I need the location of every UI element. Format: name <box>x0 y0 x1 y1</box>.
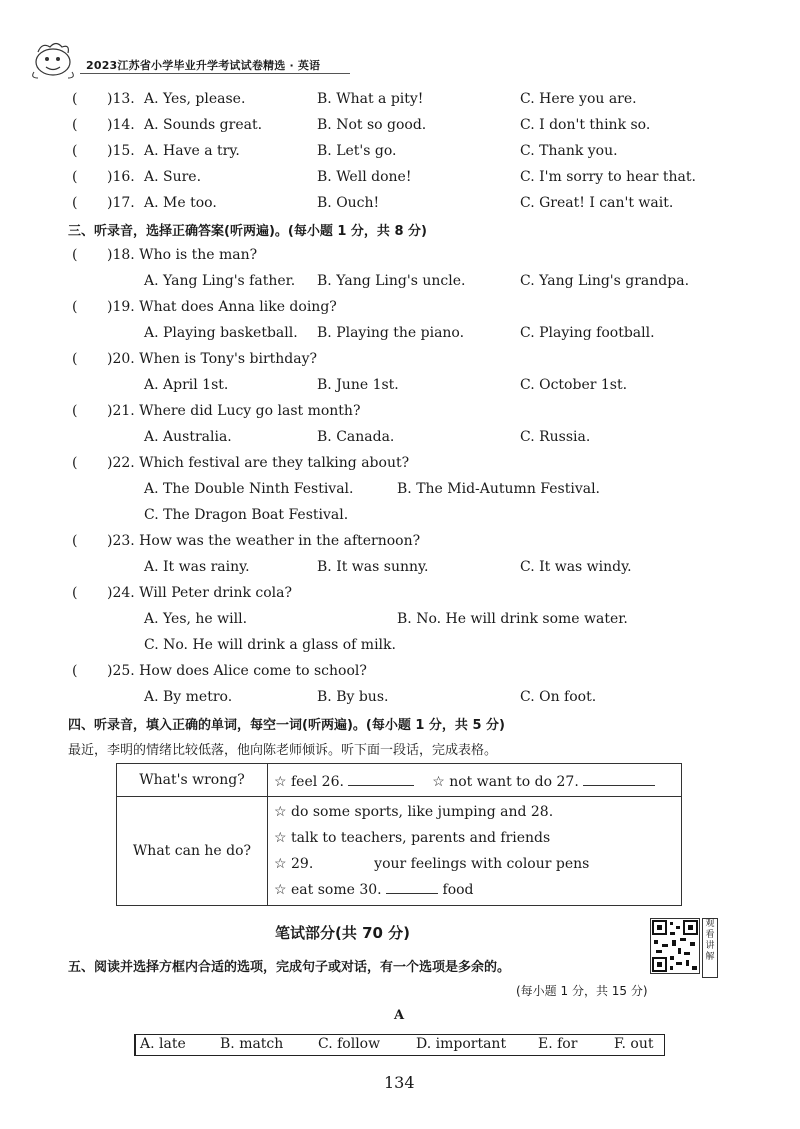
answer-paren[interactable]: ( <box>72 403 78 419</box>
option-a: A. Playing basketball. <box>144 325 298 341</box>
answer-paren[interactable]: ( <box>72 533 78 549</box>
option-a: A. Sounds great. <box>144 117 263 133</box>
do-label: What can he do? <box>132 843 252 859</box>
blank-27-label: ☆ not want to do 27. <box>432 773 579 790</box>
question-text: )23. How was the weather in the afternoon? <box>107 533 421 549</box>
option-b: B. Not so good. <box>317 117 427 133</box>
answer-paren[interactable]: ( <box>72 117 78 133</box>
section-3-title: 三、听录音，选择正确答案(听两遍)。(每小题 1 分，共 8 分) <box>68 224 427 239</box>
option-a: A. Yes, please. <box>144 91 246 107</box>
answer-paren[interactable]: ( <box>72 299 78 315</box>
header-underline <box>80 73 350 74</box>
option-a: A. By metro. <box>144 689 233 705</box>
blank-30[interactable] <box>386 879 438 894</box>
blank-26[interactable] <box>348 771 414 786</box>
option-a: A. Me too. <box>144 195 217 211</box>
answer-paren[interactable]: ( <box>72 143 78 159</box>
option-b: B. Ouch! <box>317 195 380 211</box>
section-5-title: 五、阅读并选择方框内合适的选项，完成句子或对话，有一个选项是多余的。 <box>68 960 511 975</box>
answer-paren[interactable]: ( <box>72 455 78 471</box>
answer-paren[interactable]: ( <box>72 663 78 679</box>
qr-code-icon[interactable] <box>650 918 700 974</box>
section-4-title: 四、听录音，填入正确的单词，每空一词(听两遍)。(每小题 1 分，共 5 分) <box>68 718 505 733</box>
answer-paren[interactable]: ( <box>72 247 78 263</box>
part-a-label: A <box>394 1008 405 1023</box>
option-b: B. Well done! <box>317 169 412 185</box>
option-box <box>134 1034 665 1056</box>
blank-26-label: ☆ feel 26. <box>274 773 344 790</box>
option-a: A. Australia. <box>144 429 232 445</box>
option-a: A. Sure. <box>144 169 202 185</box>
option-match: B. match <box>220 1036 284 1052</box>
do-content-cell <box>268 797 682 906</box>
option-c: C. I don't think so. <box>520 117 651 133</box>
section-5-score: (每小题 1 分，共 15 分) <box>516 984 648 998</box>
wrong-label: What's wrong? <box>139 772 245 788</box>
do-label-cell <box>117 797 268 906</box>
qr-side-char: 讲 <box>705 941 715 951</box>
option-b: B. By bus. <box>317 689 389 705</box>
blank-29-tail: your feelings with colour pens <box>374 856 590 872</box>
option-c: C. Great! I can't wait. <box>520 195 674 211</box>
cartoon-logo-icon <box>28 38 78 80</box>
qr-side-char: 观 <box>705 919 715 929</box>
qr-side-label <box>702 918 718 978</box>
option-late: A. late <box>140 1036 186 1052</box>
question-text: )24. Will Peter drink cola? <box>107 585 293 601</box>
question-number: )16. <box>107 169 135 185</box>
option-c: C. It was windy. <box>520 559 632 575</box>
answer-paren[interactable]: ( <box>72 351 78 367</box>
question-text: )25. How does Alice come to school? <box>107 663 367 679</box>
blank-27[interactable] <box>583 771 655 786</box>
option-c: C. October 1st. <box>520 377 628 393</box>
blank-28-label: ☆ do some sports, like jumping and 28. <box>274 804 554 820</box>
question-text: )18. Who is the man? <box>107 247 258 263</box>
option-b: B. Let's go. <box>317 143 397 159</box>
option-a: A. Yes, he will. <box>144 611 248 627</box>
option-a: A. It was rainy. <box>144 559 250 575</box>
section-4-intro: 最近，李明的情绪比较低落，他向陈老师倾诉。听下面一段话，完成表格。 <box>68 743 498 758</box>
fill-in-table <box>116 763 682 906</box>
option-follow: C. follow <box>318 1036 381 1052</box>
question-text: )20. When is Tony's birthday? <box>107 351 318 367</box>
talk-line: ☆ talk to teachers, parents and friends <box>274 830 551 846</box>
question-number: )15. <box>107 143 135 159</box>
question-number: )14. <box>107 117 135 133</box>
option-a: A. Yang Ling's father. <box>144 273 296 289</box>
option-b: B. It was sunny. <box>317 559 429 575</box>
qr-side-char: 看 <box>705 930 715 940</box>
option-b: B. The Mid-Autumn Festival. <box>397 481 600 497</box>
option-c: C. Thank you. <box>520 143 618 159</box>
option-c: C. Yang Ling's grandpa. <box>520 273 690 289</box>
option-c: C. Here you are. <box>520 91 637 107</box>
answer-paren[interactable]: ( <box>72 169 78 185</box>
option-c: C. The Dragon Boat Festival. <box>144 507 349 523</box>
blank-30-tail: food <box>442 882 474 898</box>
option-important: D. important <box>416 1036 507 1052</box>
option-for: E. for <box>538 1036 578 1052</box>
option-c: C. Playing football. <box>520 325 655 341</box>
option-b: B. Playing the piano. <box>317 325 465 341</box>
blank-29-label: ☆ 29. <box>274 856 314 872</box>
option-b: B. What a pity! <box>317 91 424 107</box>
blank-29[interactable] <box>318 853 370 868</box>
question-text: )21. Where did Lucy go last month? <box>107 403 361 419</box>
option-b: B. Yang Ling's uncle. <box>317 273 466 289</box>
header-title: 2023江苏省小学毕业升学考试试卷精选 · 英语 <box>86 59 321 72</box>
answer-paren[interactable]: ( <box>72 91 78 107</box>
page-number: 134 <box>384 1073 415 1092</box>
question-number: )17. <box>107 195 135 211</box>
blank-30-label: ☆ eat some 30. <box>274 882 382 898</box>
option-c: C. On foot. <box>520 689 597 705</box>
option-b: B. No. He will drink some water. <box>397 611 628 627</box>
answer-paren[interactable]: ( <box>72 195 78 211</box>
option-a: A. April 1st. <box>144 377 229 393</box>
option-c: C. Russia. <box>520 429 591 445</box>
wrong-content-cell <box>268 764 682 797</box>
option-b: B. June 1st. <box>317 377 399 393</box>
option-c: C. No. He will drink a glass of milk. <box>144 637 396 653</box>
answer-paren[interactable]: ( <box>72 585 78 601</box>
option-out: F. out <box>614 1036 654 1052</box>
qr-side-char: 解 <box>705 952 715 962</box>
written-part-title: 笔试部分(共 70 分) <box>275 924 411 942</box>
question-text: )22. Which festival are they talking about? <box>107 455 410 471</box>
option-b: B. Canada. <box>317 429 395 445</box>
question-text: )19. What does Anna like doing? <box>107 299 337 315</box>
wrong-label-cell <box>117 764 268 797</box>
option-a: A. The Double Ninth Festival. <box>144 481 354 497</box>
option-c: C. I'm sorry to hear that. <box>520 169 696 185</box>
question-number: )13. <box>107 91 135 107</box>
option-a: A. Have a try. <box>144 143 240 159</box>
